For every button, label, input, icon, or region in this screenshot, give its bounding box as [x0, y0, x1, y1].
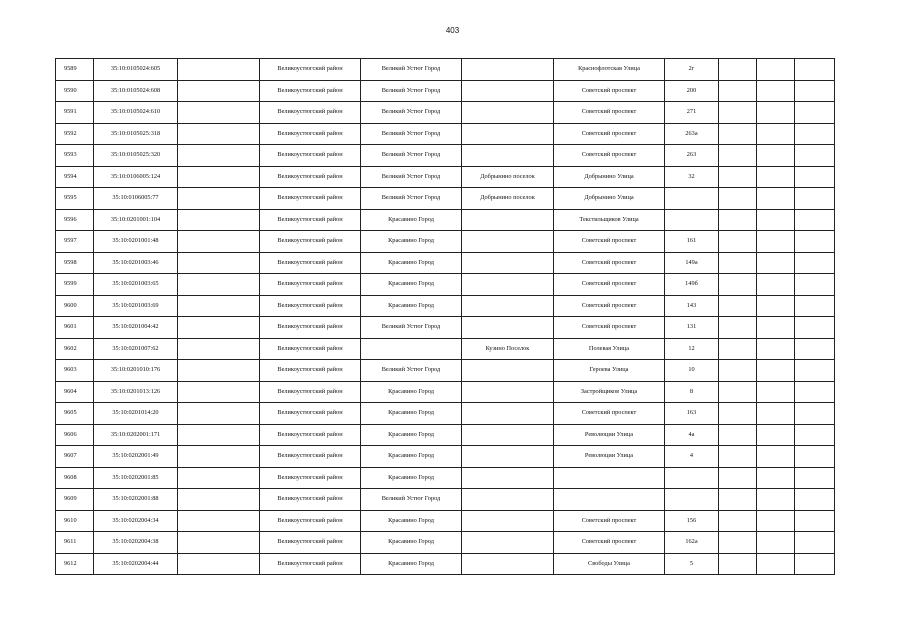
cell-row-number: 9606	[56, 424, 94, 446]
cell-street: Советский проспект	[554, 80, 665, 102]
cell-house: 156	[665, 510, 719, 532]
cell-street: Революции Улица	[554, 446, 665, 468]
cell-row-number: 9591	[56, 102, 94, 124]
cell-locality	[462, 446, 554, 468]
cell-cadastral-number: 35:10:0105025:318	[94, 123, 178, 145]
cell-col-11	[795, 209, 835, 231]
cell-col-3	[178, 295, 260, 317]
cell-settlement: Великий Устюг Город	[361, 317, 462, 339]
cell-district: Великоустюгский район	[260, 188, 361, 210]
cell-cadastral-number: 35:10:0201010:176	[94, 360, 178, 382]
cell-col-11	[795, 102, 835, 124]
cell-col-11	[795, 424, 835, 446]
cell-col-11	[795, 467, 835, 489]
cell-col-9	[719, 403, 757, 425]
table-row	[56, 252, 835, 274]
cell-house	[665, 467, 719, 489]
cell-col-9	[719, 274, 757, 296]
cell-col-11	[795, 532, 835, 554]
table-row	[56, 489, 835, 511]
cell-settlement: Великий Устюг Город	[361, 59, 462, 81]
cell-col-10	[757, 252, 795, 274]
cell-cadastral-number: 35:10:0202001:88	[94, 489, 178, 511]
cell-col-9	[719, 467, 757, 489]
cell-cadastral-number: 35:10:0202004:38	[94, 532, 178, 554]
cell-col-3	[178, 381, 260, 403]
cell-col-3	[178, 231, 260, 253]
table-row	[56, 209, 835, 231]
cell-street: Советский проспект	[554, 403, 665, 425]
cell-street: Застройщиков Улица	[554, 381, 665, 403]
cell-district: Великоустюгский район	[260, 510, 361, 532]
cell-row-number: 9596	[56, 209, 94, 231]
cell-street: Героева Улица	[554, 360, 665, 382]
cell-house: 32	[665, 166, 719, 188]
cell-settlement: Великий Устюг Город	[361, 166, 462, 188]
cell-cadastral-number: 35:10:0201003:46	[94, 252, 178, 274]
cell-col-3	[178, 360, 260, 382]
table-row	[56, 145, 835, 167]
cell-col-11	[795, 80, 835, 102]
cell-cadastral-number: 35:10:0105024:605	[94, 59, 178, 81]
table-row	[56, 510, 835, 532]
cell-street: Добрынино Улица	[554, 188, 665, 210]
cell-street: Добрынино Улица	[554, 166, 665, 188]
cell-col-9	[719, 59, 757, 81]
cell-col-3	[178, 510, 260, 532]
cell-settlement: Красавино Город	[361, 295, 462, 317]
cell-street: Советский проспект	[554, 532, 665, 554]
cell-col-9	[719, 381, 757, 403]
cell-col-10	[757, 102, 795, 124]
cell-row-number: 9599	[56, 274, 94, 296]
cell-locality: Добрынино поселок	[462, 188, 554, 210]
cell-col-10	[757, 510, 795, 532]
cell-district: Великоустюгский район	[260, 381, 361, 403]
cell-district: Великоустюгский район	[260, 274, 361, 296]
cell-locality	[462, 59, 554, 81]
cell-locality	[462, 123, 554, 145]
table-row	[56, 467, 835, 489]
cell-col-10	[757, 446, 795, 468]
cell-col-9	[719, 145, 757, 167]
cell-col-3	[178, 338, 260, 360]
cell-street: Полевая Улица	[554, 338, 665, 360]
cell-house: 149б	[665, 274, 719, 296]
cell-settlement: Красавино Город	[361, 209, 462, 231]
cell-cadastral-number: 35:10:0202004:34	[94, 510, 178, 532]
cell-col-3	[178, 467, 260, 489]
cell-street: Советский проспект	[554, 102, 665, 124]
cell-col-10	[757, 403, 795, 425]
cell-col-9	[719, 489, 757, 511]
cell-col-9	[719, 295, 757, 317]
cell-locality	[462, 424, 554, 446]
cell-street: Свободы Улица	[554, 553, 665, 575]
cell-col-11	[795, 231, 835, 253]
cell-cadastral-number: 35:10:0201003:65	[94, 274, 178, 296]
cell-district: Великоустюгский район	[260, 209, 361, 231]
cell-col-11	[795, 381, 835, 403]
cell-street: Советский проспект	[554, 295, 665, 317]
cell-row-number: 9612	[56, 553, 94, 575]
cell-col-10	[757, 360, 795, 382]
cell-col-11	[795, 274, 835, 296]
cell-col-10	[757, 489, 795, 511]
cell-district: Великоустюгский район	[260, 403, 361, 425]
cell-col-9	[719, 338, 757, 360]
cell-locality	[462, 553, 554, 575]
table-row	[56, 166, 835, 188]
cell-settlement: Великий Устюг Город	[361, 102, 462, 124]
cell-col-11	[795, 403, 835, 425]
cell-col-9	[719, 231, 757, 253]
cell-street: Советский проспект	[554, 231, 665, 253]
cell-street: Текстильщиков Улица	[554, 209, 665, 231]
cell-cadastral-number: 35:10:0201007:62	[94, 338, 178, 360]
cell-locality: Кузино Поселок	[462, 338, 554, 360]
cell-settlement: Красавино Город	[361, 274, 462, 296]
cell-col-3	[178, 209, 260, 231]
cell-col-3	[178, 123, 260, 145]
cell-district: Великоустюгский район	[260, 145, 361, 167]
cell-col-11	[795, 295, 835, 317]
cell-col-3	[178, 252, 260, 274]
cell-district: Великоустюгский район	[260, 80, 361, 102]
cell-street	[554, 467, 665, 489]
cell-house: 4а	[665, 424, 719, 446]
cell-district: Великоустюгский район	[260, 424, 361, 446]
cell-house: 8	[665, 381, 719, 403]
cell-locality	[462, 252, 554, 274]
cell-col-10	[757, 231, 795, 253]
cell-col-3	[178, 102, 260, 124]
table-row	[56, 123, 835, 145]
cell-col-9	[719, 510, 757, 532]
cell-col-3	[178, 403, 260, 425]
cell-house: 263	[665, 145, 719, 167]
cell-locality	[462, 467, 554, 489]
cell-col-10	[757, 338, 795, 360]
cell-col-3	[178, 424, 260, 446]
cell-row-number: 9594	[56, 166, 94, 188]
cell-col-11	[795, 59, 835, 81]
cell-locality	[462, 274, 554, 296]
cell-col-10	[757, 467, 795, 489]
cell-col-10	[757, 209, 795, 231]
cell-house	[665, 209, 719, 231]
cell-settlement: Красавино Город	[361, 381, 462, 403]
registry-rows	[56, 59, 835, 575]
cell-locality	[462, 80, 554, 102]
cell-col-9	[719, 424, 757, 446]
cell-house	[665, 188, 719, 210]
cell-house: 263а	[665, 123, 719, 145]
cell-locality	[462, 317, 554, 339]
cell-col-3	[178, 489, 260, 511]
cell-house: 149а	[665, 252, 719, 274]
table-row	[56, 102, 835, 124]
cell-row-number: 9607	[56, 446, 94, 468]
cell-col-9	[719, 532, 757, 554]
cell-row-number: 9604	[56, 381, 94, 403]
cell-street: Революции Улица	[554, 424, 665, 446]
table-row	[56, 532, 835, 554]
cell-settlement: Красавино Город	[361, 553, 462, 575]
cell-locality	[462, 381, 554, 403]
cell-locality	[462, 510, 554, 532]
cell-col-9	[719, 252, 757, 274]
table-row	[56, 59, 835, 81]
cell-district: Великоустюгский район	[260, 489, 361, 511]
cell-col-3	[178, 145, 260, 167]
cell-col-9	[719, 102, 757, 124]
cell-house: 162а	[665, 532, 719, 554]
cell-row-number: 9593	[56, 145, 94, 167]
cell-settlement: Красавино Город	[361, 403, 462, 425]
cell-settlement: Великий Устюг Город	[361, 80, 462, 102]
cell-col-3	[178, 446, 260, 468]
cell-row-number: 9598	[56, 252, 94, 274]
cell-col-9	[719, 166, 757, 188]
table-row	[56, 295, 835, 317]
cell-settlement	[361, 338, 462, 360]
cell-row-number: 9589	[56, 59, 94, 81]
cell-district: Великоустюгский район	[260, 317, 361, 339]
cell-locality	[462, 209, 554, 231]
cell-row-number: 9605	[56, 403, 94, 425]
cell-settlement: Великий Устюг Город	[361, 489, 462, 511]
cell-cadastral-number: 35:10:0202001:49	[94, 446, 178, 468]
cell-house: 143	[665, 295, 719, 317]
cell-house: 161	[665, 231, 719, 253]
cell-house: 10	[665, 360, 719, 382]
table-row	[56, 424, 835, 446]
cell-district: Великоустюгский район	[260, 123, 361, 145]
cell-street: Советский проспект	[554, 510, 665, 532]
cell-street: Советский проспект	[554, 252, 665, 274]
table-row	[56, 317, 835, 339]
table-row	[56, 403, 835, 425]
cell-street	[554, 489, 665, 511]
cell-settlement: Красавино Город	[361, 467, 462, 489]
cell-house: 12	[665, 338, 719, 360]
cell-locality	[462, 403, 554, 425]
cell-col-10	[757, 80, 795, 102]
cell-district: Великоустюгский район	[260, 553, 361, 575]
cell-col-10	[757, 166, 795, 188]
cell-col-10	[757, 123, 795, 145]
cell-col-10	[757, 274, 795, 296]
cell-street: Краснофлотская Улица	[554, 59, 665, 81]
cell-col-9	[719, 188, 757, 210]
cell-col-9	[719, 446, 757, 468]
cell-col-11	[795, 360, 835, 382]
cell-col-3	[178, 59, 260, 81]
cell-col-3	[178, 188, 260, 210]
cell-district: Великоустюгский район	[260, 252, 361, 274]
cell-col-3	[178, 532, 260, 554]
cell-row-number: 9590	[56, 80, 94, 102]
cell-locality	[462, 489, 554, 511]
cell-col-9	[719, 360, 757, 382]
cell-col-10	[757, 553, 795, 575]
table-row	[56, 360, 835, 382]
cell-settlement: Великий Устюг Город	[361, 145, 462, 167]
cell-district: Великоустюгский район	[260, 532, 361, 554]
cell-locality	[462, 532, 554, 554]
table-row	[56, 80, 835, 102]
cell-district: Великоустюгский район	[260, 338, 361, 360]
table-row	[56, 274, 835, 296]
cell-row-number: 9608	[56, 467, 94, 489]
cell-cadastral-number: 35:10:0202001:171	[94, 424, 178, 446]
cell-col-10	[757, 424, 795, 446]
cell-col-9	[719, 209, 757, 231]
cell-house: 131	[665, 317, 719, 339]
cell-col-11	[795, 489, 835, 511]
cell-street: Советский проспект	[554, 317, 665, 339]
table-row	[56, 338, 835, 360]
cell-col-11	[795, 510, 835, 532]
cell-col-3	[178, 166, 260, 188]
cell-row-number: 9597	[56, 231, 94, 253]
cell-settlement: Великий Устюг Город	[361, 123, 462, 145]
cell-col-10	[757, 381, 795, 403]
cell-street: Советский проспект	[554, 274, 665, 296]
cell-settlement: Великий Устюг Город	[361, 188, 462, 210]
table-row	[56, 381, 835, 403]
cell-district: Великоустюгский район	[260, 360, 361, 382]
cell-locality: Добрынино поселок	[462, 166, 554, 188]
cell-house: 271	[665, 102, 719, 124]
cell-row-number: 9609	[56, 489, 94, 511]
cell-cadastral-number: 35:10:0106005:77	[94, 188, 178, 210]
cell-col-11	[795, 145, 835, 167]
table-row	[56, 231, 835, 253]
cell-col-11	[795, 188, 835, 210]
cell-district: Великоустюгский район	[260, 446, 361, 468]
cell-district: Великоустюгский район	[260, 295, 361, 317]
cell-col-9	[719, 553, 757, 575]
cell-cadastral-number: 35:10:0201013:126	[94, 381, 178, 403]
cell-cadastral-number: 35:10:0201001:104	[94, 209, 178, 231]
cell-locality	[462, 360, 554, 382]
cell-cadastral-number: 35:10:0201001:48	[94, 231, 178, 253]
cell-locality	[462, 231, 554, 253]
table-row	[56, 188, 835, 210]
cell-col-11	[795, 338, 835, 360]
cell-locality	[462, 145, 554, 167]
cell-col-9	[719, 317, 757, 339]
table-row	[56, 553, 835, 575]
cell-district: Великоустюгский район	[260, 467, 361, 489]
cell-house: 5	[665, 553, 719, 575]
cell-settlement: Великий Устюг Город	[361, 360, 462, 382]
cell-col-10	[757, 59, 795, 81]
cell-col-3	[178, 274, 260, 296]
cell-cadastral-number: 35:10:0106005:124	[94, 166, 178, 188]
cell-col-11	[795, 252, 835, 274]
cell-row-number: 9611	[56, 532, 94, 554]
cell-cadastral-number: 35:10:0201004:42	[94, 317, 178, 339]
cell-locality	[462, 295, 554, 317]
cell-row-number: 9601	[56, 317, 94, 339]
cell-cadastral-number: 35:10:0202004:44	[94, 553, 178, 575]
cell-row-number: 9603	[56, 360, 94, 382]
cell-col-10	[757, 188, 795, 210]
cell-cadastral-number: 35:10:0105024:610	[94, 102, 178, 124]
cell-row-number: 9602	[56, 338, 94, 360]
cell-settlement: Красавино Город	[361, 532, 462, 554]
cell-col-10	[757, 532, 795, 554]
cell-settlement: Красавино Город	[361, 231, 462, 253]
cell-col-11	[795, 553, 835, 575]
cell-settlement: Красавино Город	[361, 252, 462, 274]
cell-col-3	[178, 553, 260, 575]
cell-street: Советский проспект	[554, 123, 665, 145]
cell-settlement: Красавино Город	[361, 424, 462, 446]
cell-cadastral-number: 35:10:0105025:320	[94, 145, 178, 167]
cell-cadastral-number: 35:10:0201003:69	[94, 295, 178, 317]
cell-street: Советский проспект	[554, 145, 665, 167]
cell-col-11	[795, 166, 835, 188]
cell-row-number: 9592	[56, 123, 94, 145]
cell-col-11	[795, 446, 835, 468]
page-number: 403	[445, 26, 460, 35]
cell-row-number: 9600	[56, 295, 94, 317]
cell-district: Великоустюгский район	[260, 102, 361, 124]
cell-district: Великоустюгский район	[260, 231, 361, 253]
cell-cadastral-number: 35:10:0202001:85	[94, 467, 178, 489]
cell-col-9	[719, 123, 757, 145]
cell-settlement: Красавино Город	[361, 510, 462, 532]
cell-locality	[462, 102, 554, 124]
cell-house: 163	[665, 403, 719, 425]
cell-cadastral-number: 35:10:0201014:20	[94, 403, 178, 425]
cell-col-10	[757, 295, 795, 317]
cell-col-3	[178, 80, 260, 102]
registry-table	[55, 58, 835, 575]
cell-house: 200	[665, 80, 719, 102]
cell-col-11	[795, 317, 835, 339]
cell-district: Великоустюгский район	[260, 166, 361, 188]
cell-col-10	[757, 317, 795, 339]
cell-house: 2г	[665, 59, 719, 81]
cell-settlement: Красавино Город	[361, 446, 462, 468]
cell-district: Великоустюгский район	[260, 59, 361, 81]
cell-row-number: 9595	[56, 188, 94, 210]
cell-cadastral-number: 35:10:0105024:608	[94, 80, 178, 102]
cell-col-10	[757, 145, 795, 167]
cell-col-11	[795, 123, 835, 145]
cell-col-9	[719, 80, 757, 102]
cell-house	[665, 489, 719, 511]
cell-row-number: 9610	[56, 510, 94, 532]
cell-col-3	[178, 317, 260, 339]
table-row	[56, 446, 835, 468]
cell-house: 4	[665, 446, 719, 468]
